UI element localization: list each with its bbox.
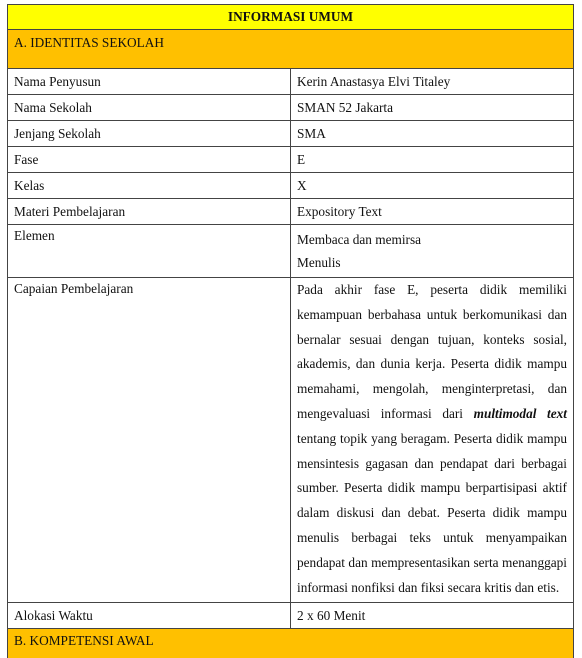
alokasi-value: 2 x 60 Menit	[291, 603, 574, 629]
table-row	[8, 121, 574, 147]
section-a-row	[8, 30, 574, 69]
elemen-label: Elemen	[8, 225, 291, 278]
informasi-umum-table	[7, 4, 574, 658]
table-row	[8, 147, 574, 173]
capaian-paragraph	[291, 278, 574, 603]
capaian-label: Capaian Pembelajaran	[8, 278, 291, 603]
title-row	[8, 5, 574, 30]
document-page	[7, 4, 574, 658]
section-b-row	[8, 629, 574, 658]
row-label: Nama Sekolah	[8, 95, 291, 121]
section-b-heading: B. KOMPETENSI AWAL	[8, 629, 574, 658]
table-title: INFORMASI UMUM	[8, 5, 574, 30]
row-label: Nama Penyusun	[8, 69, 291, 95]
row-value: E	[291, 147, 574, 173]
row-value: Kerin Anastasya Elvi Titaley	[291, 69, 574, 95]
table-row	[8, 173, 574, 199]
table-row	[8, 69, 574, 95]
elemen-item: Membaca dan memirsa	[297, 232, 422, 247]
row-value: SMA	[291, 121, 574, 147]
elemen-values	[291, 225, 574, 278]
row-value: X	[291, 173, 574, 199]
table-row	[8, 95, 574, 121]
capaian-text-after: tentang topik yang beragam. Peserta didik mampu mensintesis gagasan dan pendapat dari berbagai sumber. Peserta didik mampu berpartisipasi aktif dalam diskusi dan debat. Peserta didik mampu menulis berbagai teks untuk menyampaikan pendapat dan mempresentasikan serta menanggapi informasi nonfiksi dan fiksi secara kritis dan etis.	[297, 430, 567, 595]
row-label: Kelas	[8, 173, 291, 199]
row-value: SMAN 52 Jakarta	[291, 95, 574, 121]
capaian-row	[8, 278, 574, 603]
row-value: Expository Text	[291, 199, 574, 225]
section-a-heading: A. IDENTITAS SEKOLAH	[8, 30, 574, 69]
table-row	[8, 199, 574, 225]
capaian-emphasis: multimodal text	[473, 405, 567, 421]
table-row	[8, 603, 574, 629]
elemen-item: Menulis	[297, 255, 341, 270]
row-label: Fase	[8, 147, 291, 173]
capaian-text-before: Pada akhir fase E, peserta didik memiliki kemampuan berbahasa untuk berkomunikasi dan bernalar sesuai dengan tujuan, konteks sosial, akademis, dan dunia kerja. Peserta didik mampu memahami, mengolah, menginterpretasi, dan mengevaluasi informasi dari	[297, 282, 567, 421]
alokasi-label: Alokasi Waktu	[8, 603, 291, 629]
row-label: Jenjang Sekolah	[8, 121, 291, 147]
row-label: Materi Pembelajaran	[8, 199, 291, 225]
elemen-row	[8, 225, 574, 278]
